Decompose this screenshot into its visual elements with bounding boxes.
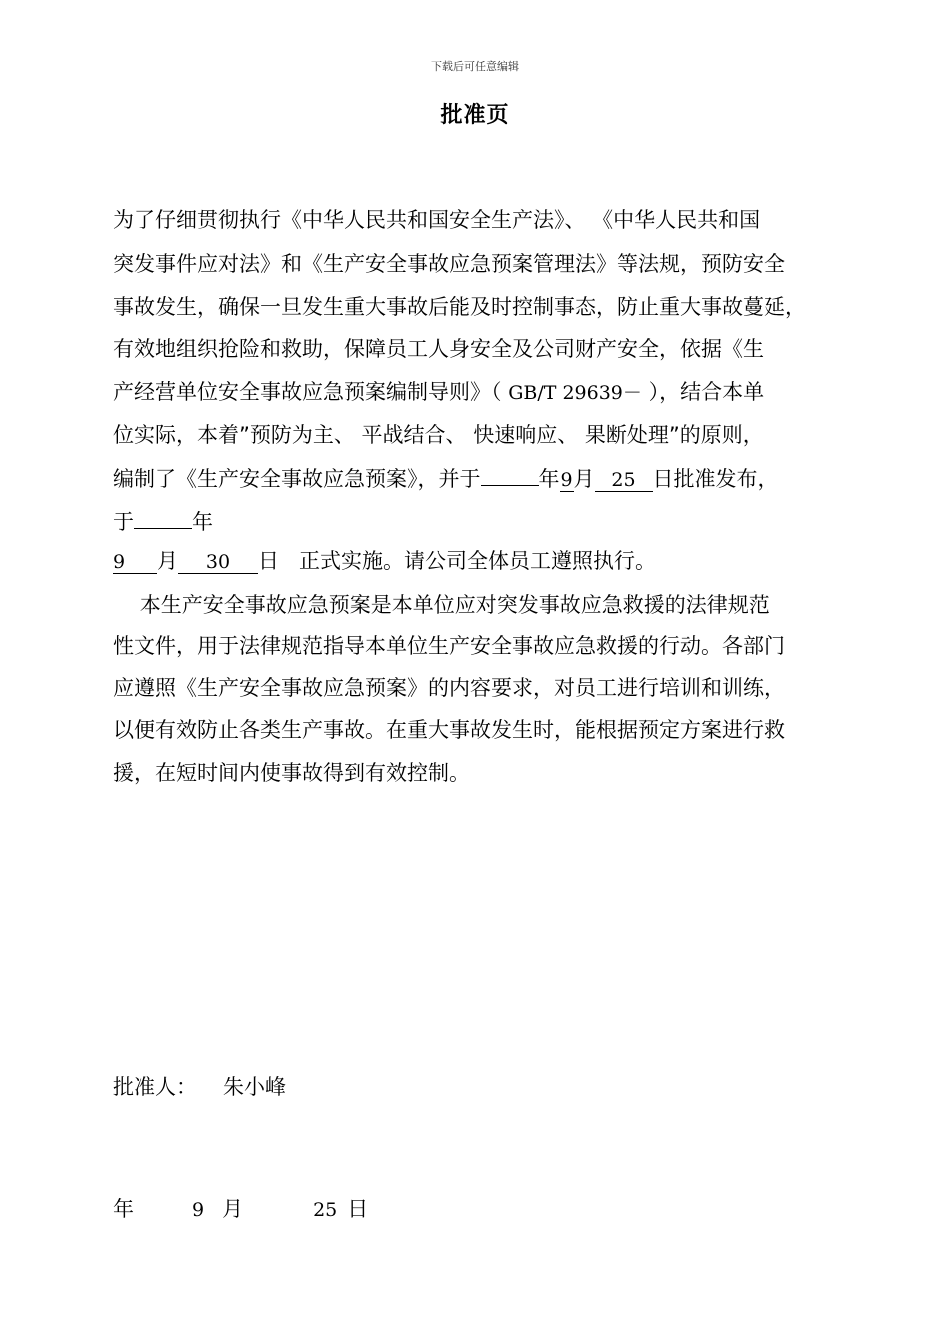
approver-row xyxy=(113,1071,286,1101)
para2-line-5: 援，在短时间内使事故得到有效控制。 xyxy=(113,761,470,785)
para1-line-7-text-d: 日批准发布， xyxy=(652,467,779,491)
header-note: 下载后可任意编辑 xyxy=(431,60,519,73)
sign-month-label: 月 xyxy=(222,1197,244,1221)
year-label: 年 xyxy=(538,467,560,491)
effective-year-blank xyxy=(134,506,192,529)
para1-line-4: 有效地组织抢险和救助，保障员工人身安全及公司财产安全，依据《生 xyxy=(113,337,764,361)
sign-date-row xyxy=(113,1193,368,1223)
para1-line-9 xyxy=(113,546,656,576)
standard-code: GB/T 29639－ xyxy=(508,382,642,404)
para1-line-5 xyxy=(113,377,764,407)
effective-month-value: 9 xyxy=(113,551,157,574)
para1-line-8 xyxy=(113,506,213,536)
para1-line-5-text-b: ），结合本单 xyxy=(641,380,765,404)
approver-name: 朱小峰 xyxy=(223,1075,286,1099)
para2-line-2: 性文件，用于法律规范指导本单位生产安全事故应急救援的行动。各部门 xyxy=(113,634,785,658)
para2-line-1: 本生产安全事故应急预案是本单位应对突发事故应急救援的法律规范 xyxy=(113,593,770,617)
para2-line-4: 以便有效防止各类生产事故。在重大事故发生时，能根据预定方案进行救 xyxy=(113,718,785,742)
para1-line-1: 为了仔细贯彻执行《中华人民共和国安全生产法》、 《中华人民共和国 xyxy=(113,208,761,232)
para1-line-9-text-b: 日 正式实施。请公司全体员工遵照执行。 xyxy=(258,549,657,573)
sign-day-value: 25 xyxy=(313,1199,338,1221)
publish-day-value: 25 xyxy=(595,469,653,492)
publish-month-value: 9 xyxy=(560,469,573,491)
year-label: 年 xyxy=(192,510,213,534)
para2-line-3: 应遵照《生产安全事故应急预案》的内容要求，对员工进行培训和训练， xyxy=(113,676,785,700)
approver-label: 批准人： xyxy=(113,1075,197,1099)
para1-line-7-text-a: 编制了《生产安全事故应急预案》，并于 xyxy=(113,467,481,491)
publish-year-blank xyxy=(481,463,539,486)
para1-line-6: 位实际，本着”预防为主、 平战结合、 快速响应、 果断处理”的原则， xyxy=(113,423,764,447)
sign-month-value: 9 xyxy=(192,1199,205,1221)
para1-line-2: 突发事件应对法》和《生产安全事故应急预案管理法》等法规，预防安全 xyxy=(113,252,785,276)
para1-line-7 xyxy=(113,463,779,493)
para1-line-8-text-a: 于 xyxy=(113,510,134,534)
page-title: 批准页 xyxy=(440,103,510,128)
effective-day-value: 30 xyxy=(178,551,258,574)
month-label: 月 xyxy=(157,549,178,573)
para1-line-3: 事故发生，确保一旦发生重大事故后能及时控制事态，防止重大事故蔓延， xyxy=(113,295,806,319)
para1-line-5-text-a: 产经营单位安全事故应急预案编制导则》（ xyxy=(113,380,509,404)
sign-year-label: 年 xyxy=(113,1197,134,1221)
sign-day-label: 日 xyxy=(347,1197,369,1221)
month-label: 月 xyxy=(573,467,595,491)
